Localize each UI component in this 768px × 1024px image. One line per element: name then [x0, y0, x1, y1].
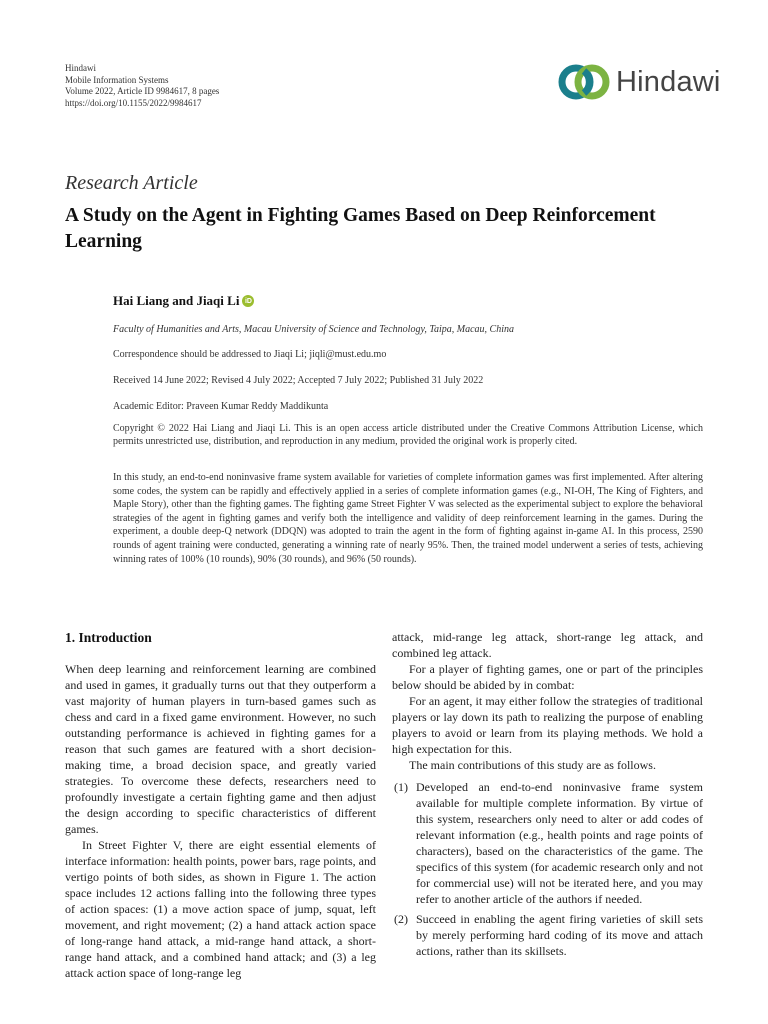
affiliation: Faculty of Humanities and Arts, Macau University of Science and Technology, Taipa, Macau, China [113, 324, 514, 335]
hindawi-logo[interactable] [558, 60, 721, 104]
paragraph: When deep learning and reinforcement learning are combined and used in games, it gradually turns out that they outperform a vast majority of human players in turn-based games such as chess and card in a fixed game environment. However, no such outstanding performance is achieved in fighting games for a reason that such games are featured with a short decision-making time, a broad decision space, and greatly varied strategies. To overcome these defects, researchers need to profoundly investigate a certain fighting game and then adjust the design according to specific characteristics of different games. [65, 662, 376, 836]
publisher-name: Hindawi [65, 63, 96, 73]
hindawi-logo-text: Hindawi [616, 65, 721, 98]
paragraph: For a player of fighting games, one or part of the principles below should be abided by in combat: [392, 662, 703, 692]
paragraph: For an agent, it may either follow the strategies of traditional players or lay down its path to realizing the purpose of enabling players to avoid or learn from its playing methods. We hold a high expectation for this. [392, 694, 703, 756]
paragraph: The main contributions of this study are as follows. [409, 758, 656, 772]
paragraph: attack, mid-range leg attack, short-range leg attack, and combined leg attack. [392, 630, 703, 660]
paragraph: In Street Fighter V, there are eight essential elements of interface information: health points, power bars, rage points, and vertigo points of both sides, as shown in Figure 1. The action space includes 12 actions falling into the following three types of action spaces: (1) a move action space of jump, squat, left movement, and right movement; (2) a hand attack action space of long-range hand attack, a mid-range hand attack, a short-range hand attack, and a combined hand attack; and (3) a leg attack action space of long-range leg [65, 838, 376, 980]
copyright-notice: Copyright © 2022 Hai Liang and Jiaqi Li. This is an open access article distributed under the Creative Commons Attribution License, which permits unrestricted use, distribution, and reproduction in any medium, provided the original work is properly cited. [113, 423, 703, 447]
academic-editor: Academic Editor: Praveen Kumar Reddy Maddikunta [113, 401, 329, 412]
list-text: Succeed in enabling the agent firing varieties of skill sets by merely performing hard coding of its move and attach actions, rather than its skillsets. [416, 912, 703, 958]
article-type: Research Article [65, 172, 198, 194]
list-text: Developed an end-to-end noninvasive frame system available for multiple complete information. By virtue of this system, researchers only need to alter or add codes of relevant information (e.g., health points and rage points of characters), based on the characteristics of the game. The specifics of this system (for academic research only and not for commercial use) will not be iterated here, and you may refer to another article of the authors if needed. [416, 780, 703, 906]
abstract: In this study, an end-to-end noninvasive frame system available for varieties of complete information games was first implemented. After altering some codes, the system can be rapidly and effectively applied in a series of complete information games (e.g., NI-OH, The King of Fighters, and Maple Story), other than the fighting games. The fighting game Street Fighter V was selected as the experimental subject to explore the behavioral strategies of the agent in fighting games and verify both the intelligence and validity of deep reinforcement learning in the games. During the experiment, a double deep-Q network (DDQN) was adopted to train the agent in the form of fighting against in-game AI. In this process, 2590 rounds of agent training were conducted, generating a winning rate of nearly 95%. Then, the trained model underwent a series of tests, achieving winning rates of 100% (10 rounds), 90% (30 rounds), and 96% (50 rounds). [113, 472, 703, 565]
right-column [392, 629, 703, 963]
journal-meta [65, 63, 219, 109]
correspondence: Correspondence should be addressed to Jiaqi Li; jiqli@must.edu.mo [113, 349, 387, 360]
list-number: (2) [394, 912, 408, 926]
section-heading-introduction: 1. Introduction [65, 630, 152, 645]
left-column [65, 629, 376, 981]
author-line [113, 293, 254, 309]
volume-line: Volume 2022, Article ID 9984617, 8 pages [65, 86, 220, 96]
contributions-list [392, 779, 703, 959]
publication-dates: Received 14 June 2022; Revised 4 July 2022; Accepted 7 July 2022; Published 31 July 2022 [113, 375, 484, 386]
authors: Hai Liang and Jiaqi Li [113, 293, 240, 308]
article-title: A Study on the Agent in Fighting Games Based on Deep Reinforcement Learning [65, 205, 656, 252]
journal-name: Mobile Information Systems [65, 74, 169, 85]
list-number: (1) [394, 780, 408, 794]
orcid-icon[interactable]: iD [242, 295, 254, 307]
doi-link[interactable]: https://doi.org/10.1155/2022/9984617 [65, 97, 202, 108]
hindawi-logo-icon [558, 62, 610, 102]
list-item [392, 911, 703, 959]
list-item [392, 779, 703, 907]
